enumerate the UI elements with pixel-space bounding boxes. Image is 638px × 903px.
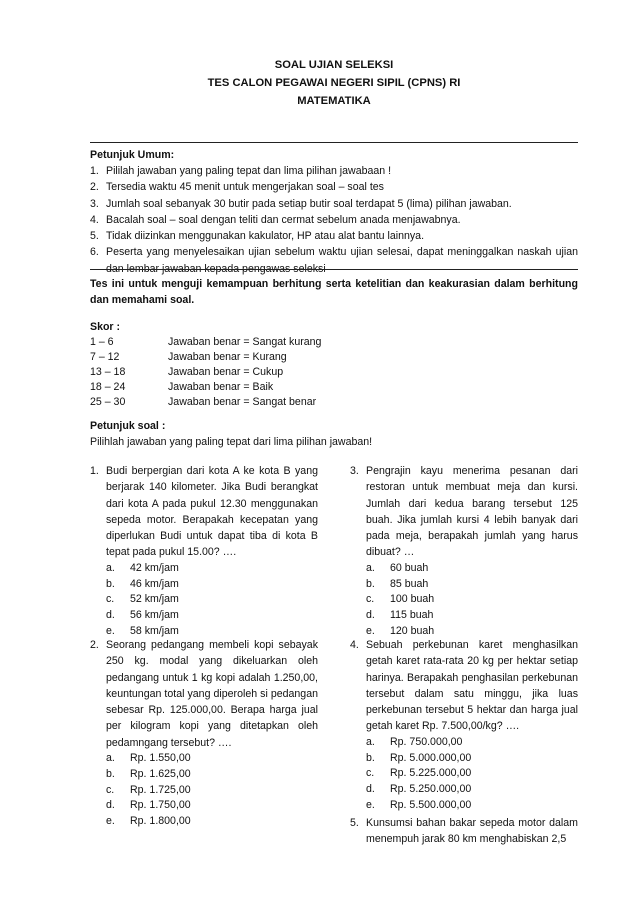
list-item: 6. Peserta yang menyelesaikan ujian sebelum waktu ujian selesai, dapat meninggalkan naskah ujian dan lembar jawaban kepada pengawas seleksi [90, 246, 578, 275]
question-text: Seorang pedangang membeli kopi sebayak 250 kg. modal yang dikeluarkan oleh pedangang untuk 1 kg kopi adalah 1.250,00, keuntungan total yang diperoleh si pedangan sebesar Rp. 125.000,00. Berapa harga jual per kilogram kopi yang ditetapkan oleh pedamngang tersebut? …. [106, 639, 318, 749]
option: b. Rp. 5.000.000,00 [366, 751, 472, 764]
question-text: Sebuah perkebunan karet menghasilkan getah karet rata-rata 20 kg per hektar setiap harinya. Berapakah penghasilan perkebunan tersebut dalam satu minggu, jika luas perkebunan tersebut 5 hektar dan harga jual getah karet Rp. 7.500,00/kg? …. [366, 639, 578, 733]
question-1 [90, 463, 318, 640]
question-text: Budi berpergian dari kota A ke kota B yang berjarak 140 kilometer. Jika Budi berangkat dari kota A pada pukul 12.30 menggunakan sepeda motor. Berapakah kecepatan yang diperlukan Budi untuk dapat tiba di kota B tepat pada pukul 15.00? …. [106, 465, 318, 559]
intro-text: Tes ini untuk menguji kemampuan berhitung serta ketelitian dan keakurasian dalam berhitung dan memahami soal. [90, 278, 578, 307]
list-item: 4. Bacalah soal – soal dengan teliti dan cermat sebelum anada menjawabnya. [90, 213, 461, 226]
skor-row: 18 – 24 Jawaban benar = Baik [90, 381, 274, 393]
skor-row: 13 – 18 Jawaban benar = Cukup [90, 366, 284, 378]
option: e. 58 km/jam [106, 624, 179, 637]
question-number: 1. [90, 465, 99, 477]
divider-top [90, 142, 578, 143]
petunjuk-umum-list [90, 163, 578, 277]
option-list [366, 735, 578, 814]
question-number: 3. [350, 465, 359, 477]
option-list [106, 561, 318, 640]
question-4 [350, 637, 578, 814]
question-text: Pengrajin kayu menerima pesanan dari restoran untuk membuat meja dan kursi. Jumlah dari kedua barang tersebut 125 buah. Jika jumlah kursi 4 lebih banyak dari pada meja, berapakah jumlah yang harus dibuat? … [366, 465, 578, 559]
question-number: 5. [350, 817, 359, 829]
option: d. 56 km/jam [106, 609, 179, 622]
skor-heading: Skor : [90, 321, 121, 333]
petunjuk-soal-heading: Petunjuk soal : [90, 420, 166, 432]
petunjuk-soal-text: Pilihlah jawaban yang paling tepat dari lima pilihan jawaban! [90, 436, 373, 448]
question-3 [350, 463, 578, 640]
header-line-2: TES CALON PEGAWAI NEGERI SIPIL (CPNS) RI [207, 77, 461, 89]
skor-table [90, 335, 390, 410]
option: c. 52 km/jam [106, 593, 179, 606]
option: d. Rp. 1.750,00 [106, 799, 191, 812]
option: d. 115 buah [366, 609, 434, 622]
question-2 [90, 637, 318, 830]
header-line-1: SOAL UJIAN SELEKSI [274, 59, 394, 71]
header-line-3: MATEMATIKA [297, 95, 371, 107]
option: c. Rp. 5.225.000,00 [366, 767, 472, 780]
option: a. Rp. 750.000,00 [366, 735, 463, 748]
list-item: 5. Tidak diizinkan menggunakan kakulator, HP atau alat bantu lainnya. [90, 230, 425, 243]
option: b. 46 km/jam [106, 577, 179, 590]
divider-bottom [90, 269, 578, 270]
option: d. Rp. 5.250.000,00 [366, 783, 472, 796]
option: c. Rp. 1.725,00 [106, 783, 191, 796]
skor-row: 7 – 12 Jawaban benar = Kurang [90, 351, 287, 363]
petunjuk-umum-heading: Petunjuk Umum: [90, 149, 175, 161]
option: e. 120 buah [366, 624, 435, 637]
option-list [106, 751, 318, 830]
skor-row: 25 – 30 Jawaban benar = Sangat benar [90, 396, 317, 408]
option: a. Rp. 1.550,00 [106, 752, 191, 765]
option: c. 100 buah [366, 593, 435, 606]
question-number: 2. [90, 639, 99, 651]
skor-row: 1 – 6 Jawaban benar = Sangat kurang [90, 336, 322, 348]
question-text: Kunsumsi bahan bakar sepeda motor dalam menempuh jarak 80 km menghabiskan 2,5 [366, 817, 578, 846]
option: e. Rp. 1.800,00 [106, 815, 191, 828]
question-5 [350, 815, 578, 848]
option: e. Rp. 5.500.000,00 [366, 798, 472, 811]
option: a. 60 buah [366, 561, 429, 574]
option: a. 42 km/jam [106, 561, 179, 574]
list-item: 3. Jumlah soal sebanyak 30 butir pada setiap butir soal terdapat 5 (lima) pilihan jawaban. [90, 197, 512, 210]
option: b. 85 buah [366, 577, 429, 590]
list-item: 2. Tersedia waktu 45 menit untuk mengerjakan soal – soal tes [90, 181, 384, 194]
option-list [366, 561, 578, 640]
option: b. Rp. 1.625,00 [106, 767, 191, 780]
question-number: 4. [350, 639, 359, 651]
list-item: 1. Pililah jawaban yang paling tepat dan lima pilihan jawabaan ! [90, 165, 392, 177]
